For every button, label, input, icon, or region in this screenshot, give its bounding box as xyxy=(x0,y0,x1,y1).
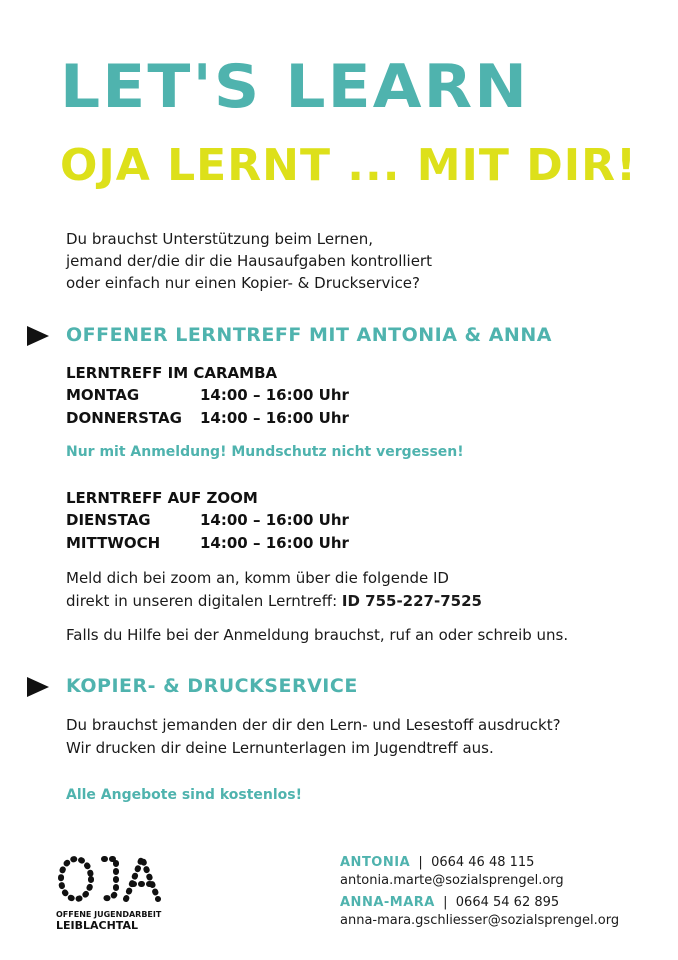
section-heading-druckservice: KOPIER- & DRUCKSERVICE xyxy=(66,675,358,697)
schedule-row xyxy=(66,509,349,532)
schedule-row xyxy=(66,407,349,430)
free-note: Alle Angebote sind kostenlos! xyxy=(66,787,302,803)
arrow-right-icon xyxy=(27,326,49,346)
page-title: LET'S LEARN xyxy=(60,52,530,122)
zoom-title: LERNTREFF AUF ZOOM xyxy=(66,489,258,507)
intro-line: Du brauchst Unterstützung beim Lernen, xyxy=(66,230,373,248)
contact-email: anna-mara.gschliesser@sozialsprengel.org xyxy=(340,913,620,928)
contact-phone: 0664 46 48 115 xyxy=(431,855,535,870)
contact-email: antonia.marte@sozialsprengel.org xyxy=(340,873,564,888)
schedule-time: 14:00 – 16:00 Uhr xyxy=(200,409,349,427)
zoom-line-id xyxy=(66,590,482,613)
help-text: Falls du Hilfe bei der Anmeldung brauchst, ruf an oder schreib uns. xyxy=(66,626,569,644)
druckservice-text xyxy=(66,714,561,760)
oja-logo-mark xyxy=(56,852,166,904)
contact-name: ANNA-MARA xyxy=(340,895,435,910)
page-subtitle: OJA LERNT ... MIT DIR! xyxy=(60,140,638,191)
zoom-line: Meld dich bei zoom an, komm über die folgende ID xyxy=(66,569,449,587)
section-heading-lerntreff: OFFENER LERNTREFF MIT ANTONIA & ANNA xyxy=(66,324,552,346)
intro-text xyxy=(66,228,432,294)
schedule-time: 14:00 – 16:00 Uhr xyxy=(200,511,349,529)
caramba-schedule xyxy=(66,384,349,430)
zoom-line-prefix: direkt in unseren digitalen Lerntreff: xyxy=(66,592,342,610)
contact-separator: | xyxy=(443,895,448,910)
druckservice-line: Du brauchst jemanden der dir den Lern- und Lesestoff ausdruckt? xyxy=(66,716,561,734)
logo-line1: OFFENE JUGENDARBEIT xyxy=(56,910,162,919)
schedule-day: DONNERSTAG xyxy=(66,409,182,427)
contact-anna-mara xyxy=(340,894,619,930)
zoom-id: ID 755-227-7525 xyxy=(341,592,482,610)
intro-line: oder einfach nur einen Kopier- & Druckservice? xyxy=(66,274,421,292)
zoom-instructions xyxy=(66,567,482,613)
schedule-time: 14:00 – 16:00 Uhr xyxy=(200,386,349,404)
arrow-right-icon xyxy=(27,677,49,697)
druckservice-line: Wir drucken dir deine Lernunterlagen im Jugendtreff aus. xyxy=(66,739,494,757)
contact-separator: | xyxy=(418,855,423,870)
intro-line: jemand der/die dir die Hausaufgaben kontrolliert xyxy=(66,252,432,270)
contact-name: ANTONIA xyxy=(340,855,411,870)
caramba-title: LERNTREFF IM CARAMBA xyxy=(66,364,278,382)
logo-line2: LEIBLACHTAL xyxy=(56,919,138,932)
contact-antonia xyxy=(340,854,564,890)
registration-note: Nur mit Anmeldung! Mundschutz nicht vergessen! xyxy=(66,444,464,460)
schedule-time: 14:00 – 16:00 Uhr xyxy=(200,534,349,552)
schedule-row xyxy=(66,384,349,407)
schedule-row xyxy=(66,532,349,555)
schedule-day: MITTWOCH xyxy=(66,534,161,552)
contact-phone: 0664 54 62 895 xyxy=(455,895,560,910)
schedule-day: DIENSTAG xyxy=(66,511,151,529)
oja-logo xyxy=(56,852,166,932)
schedule-day: MONTAG xyxy=(66,386,140,404)
zoom-schedule xyxy=(66,509,349,555)
